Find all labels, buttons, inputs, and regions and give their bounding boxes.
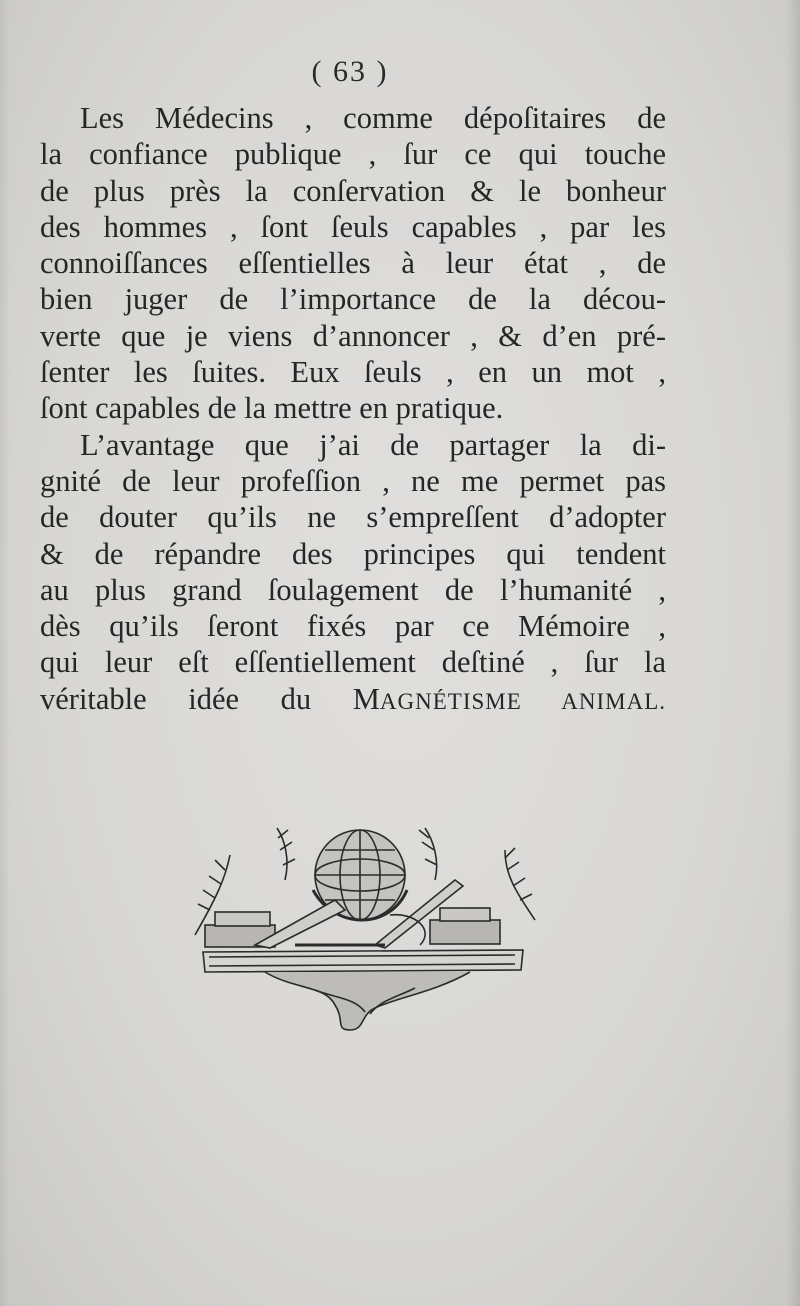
text-line: Les Médecins , comme dépoſitaires de [80, 101, 666, 135]
vignette-globe-books-ornament-icon [185, 820, 545, 1035]
text-line: verte que je viens d’annoncer , & d’en pré- [40, 318, 666, 353]
text-line: de douter qu’ils ne s’empreſſent d’adopter [40, 500, 666, 535]
text-line: de plus près la conſervation & le bonheur [40, 173, 666, 208]
text-line-final [40, 681, 666, 717]
text-line: ſont capables de la mettre en pratique. [40, 391, 504, 426]
text-line: bien juger de l’importance de la décou- [40, 282, 666, 317]
small-caps-initial: M [352, 681, 380, 716]
text-line: qui leur eſt eſſentiellement deſtiné , ſur la [40, 645, 666, 680]
text-line: dès qu’ils ſeront fixés par ce Mémoire , [40, 609, 666, 644]
small-caps-rest: AGNÉTISME ANIMAL. [379, 688, 666, 714]
text-line: L’avantage que j’ai de partager la di- [80, 427, 666, 462]
final-line-text: véritable idée du [40, 681, 353, 716]
page-shadow-left [0, 0, 10, 1306]
text-line: gnité de leur profeſſion , ne me permet pas [40, 463, 666, 498]
body-text [40, 100, 666, 717]
page-number: ( 63 ) [311, 55, 389, 88]
page-shadow-right [786, 0, 800, 1306]
text-line: des hommes , ſont ſeuls capables , par les [40, 209, 666, 244]
text-line: connoiſſances eſſentielles à leur état , de [40, 246, 666, 281]
text-line: la confiance publique , ſur ce qui touche [40, 137, 666, 172]
text-line: au plus grand ſoulagement de l’humanité , [40, 572, 666, 607]
text-line: ſenter les ſuites. Eux ſeuls , en un mot , [40, 355, 666, 390]
text-line: & de répandre des principes qui tendent [40, 536, 666, 571]
